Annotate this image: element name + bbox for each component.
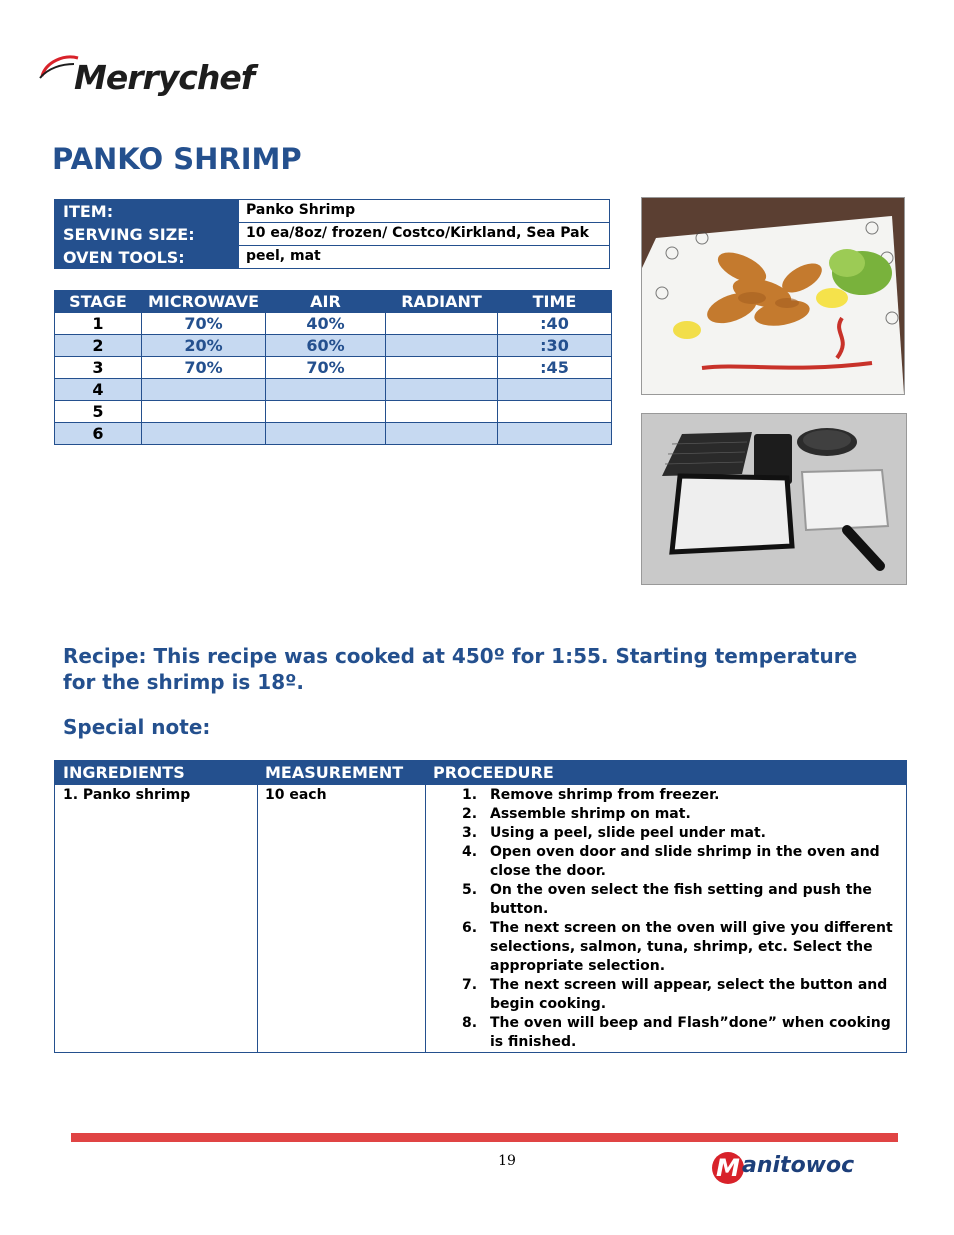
footer-divider [71, 1133, 898, 1142]
oven-tools-row [239, 246, 609, 269]
step-text: The oven will beep and Flash”done” when cooking is finished. [490, 1015, 891, 1050]
item-label: ITEM: [63, 202, 114, 221]
radiant-cell [386, 313, 498, 335]
step-number: 3. [462, 825, 478, 841]
item-info-table [54, 199, 610, 269]
header-time: TIME [498, 291, 612, 313]
table-row [55, 379, 612, 401]
stage-cell: 2 [55, 335, 142, 357]
step-number: 1. [462, 787, 478, 803]
header-measurement: MEASUREMENT [265, 763, 404, 782]
stage-cell: 5 [55, 401, 142, 423]
serving-size-label: SERVING SIZE: [63, 225, 195, 244]
logo-text: Merrychef [74, 58, 255, 97]
list-item [462, 786, 902, 805]
manitowoc-logo-mark: M [712, 1152, 744, 1184]
header-radiant: RADIANT [386, 291, 498, 313]
step-number: 8. [462, 1015, 478, 1031]
step-number: 5. [462, 882, 478, 898]
ingredient-item: 1. Panko shrimp [63, 787, 191, 803]
oven-tools-photo [641, 413, 907, 585]
stage-cell: 1 [55, 313, 142, 335]
list-item [462, 824, 902, 843]
procedure-steps [462, 786, 902, 1052]
manitowoc-logo [712, 1150, 855, 1186]
list-item [462, 843, 902, 881]
header-procedure: PROCEEDURE [433, 763, 554, 782]
serving-size-value: 10 ea/8oz/ frozen/ Costco/Kirkland, Sea Pak [246, 225, 589, 241]
step-text: The next screen on the oven will give you different selections, salmon, tuna, shrimp, etc. Select the appropriate selection. [490, 920, 893, 974]
page-number: 19 [498, 1153, 516, 1169]
step-number: 7. [462, 977, 478, 993]
time-cell: :45 [498, 357, 612, 379]
air-cell [266, 423, 386, 445]
stage-cell: 6 [55, 423, 142, 445]
air-cell: 70% [266, 357, 386, 379]
step-text: On the oven select the fish setting and push the button. [490, 882, 872, 917]
info-values [239, 200, 609, 268]
step-number: 4. [462, 844, 478, 860]
radiant-cell [386, 379, 498, 401]
stage-cell: 3 [55, 357, 142, 379]
step-text: Using a peel, slide peel under mat. [490, 825, 766, 841]
measurement-value: 10 each [265, 787, 327, 803]
air-cell: 40% [266, 313, 386, 335]
time-cell: :30 [498, 335, 612, 357]
microwave-cell [142, 423, 266, 445]
serving-size-row [239, 223, 609, 246]
column-divider [425, 785, 426, 1052]
table-row [55, 357, 612, 379]
radiant-cell [386, 423, 498, 445]
time-cell [498, 401, 612, 423]
step-number: 2. [462, 806, 478, 822]
air-cell [266, 379, 386, 401]
header-microwave: MICROWAVE [142, 291, 266, 313]
recipe-note: Recipe: This recipe was cooked at 450º for 1:55. Starting temperature for the shrimp is 18º. [63, 644, 858, 694]
special-note-heading: Special note: [63, 715, 211, 739]
header-ingredients: INGREDIENTS [63, 763, 185, 782]
time-cell: :40 [498, 313, 612, 335]
microwave-cell [142, 379, 266, 401]
step-number: 6. [462, 920, 478, 936]
item-value: Panko Shrimp [246, 202, 356, 218]
radiant-cell [386, 357, 498, 379]
stage-table-header [55, 291, 612, 313]
step-text: Assemble shrimp on mat. [490, 806, 691, 822]
merrychef-logo [38, 52, 255, 108]
stage-cell: 4 [55, 379, 142, 401]
header-stage: STAGE [55, 291, 142, 313]
table-row [55, 313, 612, 335]
list-item [462, 976, 902, 1014]
list-item [462, 881, 902, 919]
step-text: Open oven door and slide shrimp in the oven and close the door. [490, 844, 880, 879]
plated-shrimp-photo [641, 197, 905, 395]
header-air: AIR [266, 291, 386, 313]
page-title: PANKO SHRIMP [52, 142, 302, 176]
radiant-cell [386, 335, 498, 357]
radiant-cell [386, 401, 498, 423]
air-cell: 60% [266, 335, 386, 357]
list-item [462, 919, 902, 976]
column-divider [257, 785, 258, 1052]
microwave-cell: 70% [142, 313, 266, 335]
info-labels [55, 200, 239, 268]
oven-tools-label: OVEN TOOLS: [63, 248, 185, 267]
item-row [239, 200, 609, 223]
ingredients-table [54, 760, 907, 1053]
step-text: Remove shrimp from freezer. [490, 787, 720, 803]
step-text: The next screen will appear, select the button and begin cooking. [490, 977, 888, 1012]
table-row [55, 401, 612, 423]
time-cell [498, 379, 612, 401]
table-row [55, 335, 612, 357]
time-cell [498, 423, 612, 445]
microwave-cell: 70% [142, 357, 266, 379]
air-cell [266, 401, 386, 423]
list-item [462, 805, 902, 824]
microwave-cell [142, 401, 266, 423]
ingredients-table-header [55, 761, 906, 785]
stage-settings-table [54, 290, 612, 445]
table-row [55, 423, 612, 445]
microwave-cell: 20% [142, 335, 266, 357]
manitowoc-logo-text: anitowoc [742, 1153, 855, 1178]
list-item [462, 1014, 902, 1052]
oven-tools-value: peel, mat [246, 248, 321, 264]
